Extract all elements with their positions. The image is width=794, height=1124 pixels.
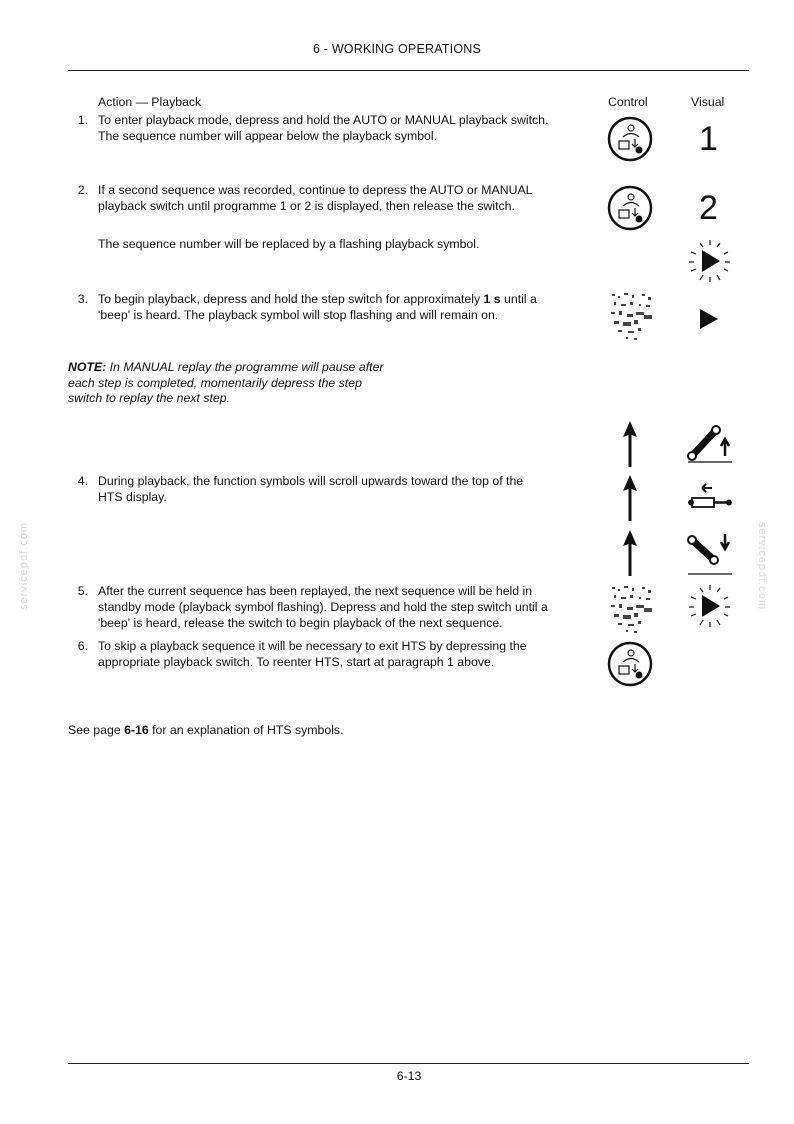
- up-arrow-icon: [620, 474, 640, 522]
- step-line: After the current sequence has been replayed, the next sequence will be held in: [98, 584, 533, 598]
- step-2-text: [98, 182, 598, 214]
- playback-switch-icon: [606, 115, 654, 163]
- step-text: To begin playback, depress and hold the step switch for approximately: [98, 292, 484, 306]
- step-2-extra-text: The sequence number will be replaced by a flashing playback symbol.: [98, 237, 480, 251]
- up-arrow-icon: [620, 529, 640, 577]
- step-3-text: [98, 291, 598, 323]
- step-line: standby mode (playback symbol flashing). Depress and hold the step switch until a: [98, 600, 548, 614]
- control-column-heading: Control: [608, 95, 648, 109]
- up-arrow-icon: [620, 420, 640, 468]
- note-text: switch to replay the next step.: [68, 391, 230, 405]
- step-line: 'beep' is heard, release the switch to begin playback of the next sequence.: [98, 616, 503, 630]
- step-number: 5.: [77, 584, 88, 598]
- flashing-play-icon: [686, 238, 734, 284]
- step-number: 2.: [77, 183, 88, 197]
- step-line: To skip a playback sequence it will be necessary to exit HTS by depressing the: [98, 639, 527, 653]
- footer-rule: [68, 1063, 749, 1064]
- watermark-left: servicepdf.com: [17, 522, 30, 610]
- step-line: appropriate playback switch. To reenter HTS, start at paragraph 1 above.: [98, 655, 495, 669]
- note-text: In MANUAL replay the programme will pause after: [106, 360, 384, 374]
- playback-switch-icon: [606, 640, 654, 688]
- visual-column-heading: Visual: [691, 95, 725, 109]
- sequence-number-visual: 1: [699, 120, 718, 158]
- action-column-heading: Action — Playback: [98, 95, 202, 109]
- step-line: During playback, the function symbols will scroll upwards toward the top of the: [98, 474, 524, 488]
- step-number: 4.: [77, 474, 88, 488]
- step-1-text: [98, 112, 598, 144]
- step-6-text: [98, 638, 598, 670]
- reference-text: See page: [68, 723, 125, 737]
- note-text: each step is completed, momentarily depress the step: [68, 375, 362, 390]
- step-number: 3.: [77, 292, 88, 306]
- step-line: To enter playback mode, depress and hold the AUTO or MANUAL playback switch.: [98, 113, 549, 127]
- step-line: If a second sequence was recorded, continue to depress the AUTO or MANUAL: [98, 183, 533, 197]
- boom-raise-icon: [686, 422, 734, 464]
- step-line: playback switch until programme 1 or 2 is displayed, then release the switch.: [98, 199, 515, 213]
- page-number: 6-13: [396, 1069, 422, 1083]
- duration-value: 1 s: [483, 292, 501, 306]
- step-number: 1.: [77, 113, 88, 127]
- reference-text: for an explanation of HTS symbols.: [148, 723, 344, 737]
- note-label: NOTE:: [68, 360, 107, 374]
- see-page-reference: [68, 722, 344, 738]
- cylinder-retract-icon: [686, 482, 734, 516]
- page-header-title: 6 - WORKING OPERATIONS: [312, 42, 482, 56]
- step-5-text: [98, 583, 598, 631]
- boom-lower-icon: [686, 530, 734, 576]
- step-switch-icon: [606, 583, 658, 635]
- sequence-number-visual: 2: [699, 189, 718, 227]
- step-line: HTS display.: [98, 490, 167, 504]
- step-line: The sequence number will appear below the playback symbol.: [98, 129, 438, 143]
- watermark-right: servicepdf.com: [755, 522, 768, 610]
- step-line: 'beep' is heard. The playback symbol will stop flashing and will remain on.: [98, 308, 499, 322]
- step-4-text: [98, 473, 598, 505]
- flashing-play-icon: [686, 583, 734, 629]
- playback-switch-icon: [606, 184, 654, 232]
- step-number: 6.: [77, 639, 88, 653]
- step-switch-icon: [606, 290, 658, 342]
- play-icon: [697, 307, 721, 331]
- page-reference-link: 6-16: [124, 723, 149, 737]
- manual-replay-note: [68, 360, 408, 407]
- header-rule: [68, 70, 749, 71]
- step-text: until a: [500, 292, 537, 306]
